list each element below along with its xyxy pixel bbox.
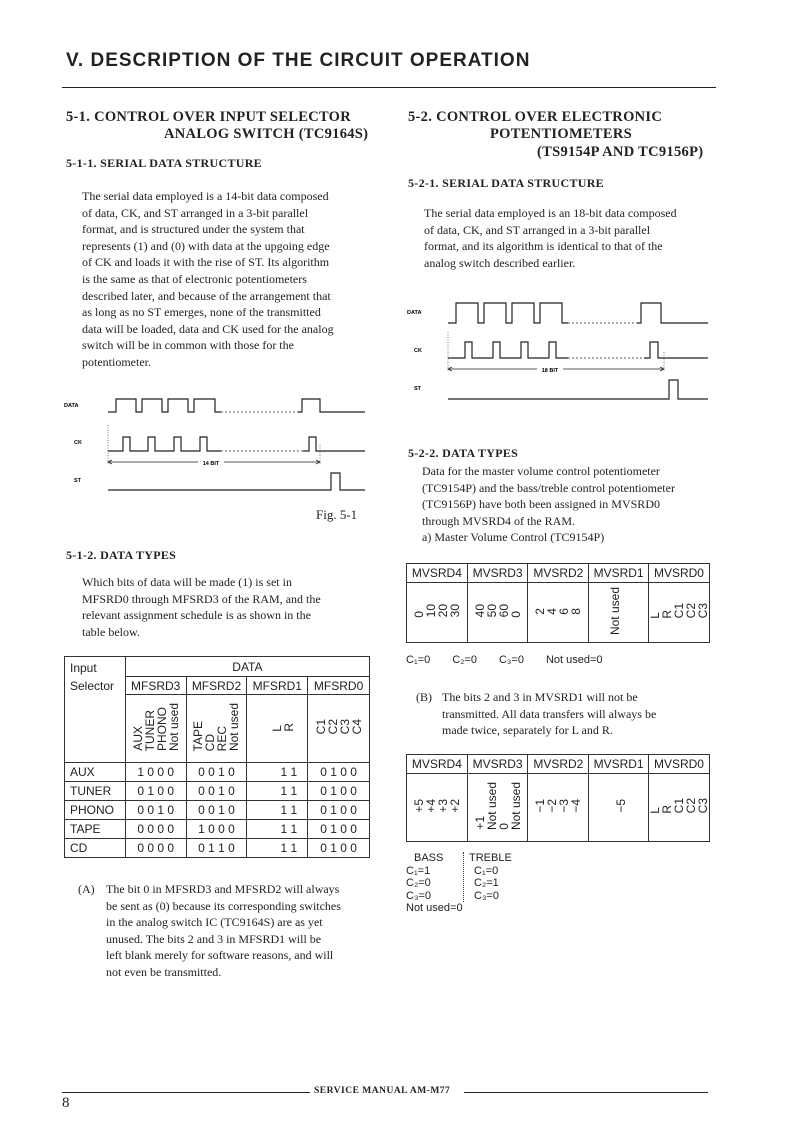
subsection-5-1-2-heading: 5-1-2. DATA TYPES (66, 548, 177, 562)
table-row: TUNER 0 1 0 0 0 0 1 0 1 1 0 1 0 0 (65, 782, 370, 801)
timing-data-waveform (448, 303, 568, 323)
vlabels-mvsrd2: −1 −2 −3 −4 (528, 774, 589, 842)
col-mvsrd1: MVSRD1 (589, 564, 649, 583)
col-mvsrd2: MVSRD2 (528, 564, 589, 583)
timing-data-waveform (108, 399, 221, 412)
timing-ck-label: CK (414, 348, 422, 354)
para-5-2-1: The serial data employed is an 18-bit data composed of data, CK, and ST arranged in a 3-bit parallel format, and its algorithm is identical to that of the analog switch described earlier. (424, 206, 677, 270)
vlabels-mvsrd2: 2 4 6 8 (528, 583, 589, 643)
vlabels-mvsrd4: +5 +4 +3 +2 (407, 774, 468, 842)
timing-18bit-label: 18 BIT (541, 368, 559, 374)
subsection-5-1-1-heading: 5-1-1. SERIAL DATA STRUCTURE (66, 156, 262, 170)
note-b: The bits 2 and 3 in MVSRD1 will not be transmitted. All data transfers will always be made twice, separately for L and R. (442, 690, 657, 738)
section-5-2-heading-line2: POTENTIOMETERS (490, 126, 632, 142)
timing-st-label: ST (414, 386, 422, 392)
timing-data-label: DATA (407, 310, 422, 316)
timing-ck-waveform (448, 342, 568, 358)
section-5-2-heading-line3: (TS9154P AND TC9156P) (537, 144, 704, 160)
footer-manual-title: SERVICE MANUAL AM-M77 (314, 1086, 451, 1096)
section-5-1-heading-line1: 5-1. CONTROL OVER INPUT SELECTOR (66, 109, 352, 125)
vlabels-mvsrd3: +1 Not used 0 Not used (467, 774, 528, 842)
timing-ck-label: CK (74, 440, 82, 446)
vlabels-mvsrd1: −5 (589, 774, 649, 842)
col-mvsrd0: MVSRD0 (648, 564, 709, 583)
col-mvsrd2: MVSRD2 (528, 755, 589, 774)
col-mvsrd1: MVSRD1 (589, 755, 649, 774)
timing-diagram-18bit (402, 292, 722, 407)
subsection-5-2-2-heading: 5-2-2. DATA TYPES (408, 446, 519, 460)
col-mvsrd3: MVSRD3 (467, 755, 528, 774)
vlabels-mfsrd3: AUX TUNER PHONO Not used (125, 695, 186, 763)
input-selector-data-table (64, 656, 370, 858)
vlabels-mvsrd4: 0 10 20 30 (407, 583, 468, 643)
timing-st-waveform (108, 473, 365, 490)
timing-14bit-label: 14 BIT (202, 461, 220, 467)
note-a-label: (A) (78, 882, 95, 896)
timing-ck-waveform (108, 437, 221, 451)
legend-master-volume: C₁=0 C₂=0 C₃=0 Not used=0 (406, 654, 603, 666)
vlabels-mvsrd1: Not used (589, 583, 649, 643)
section-5-1-heading-line2: ANALOG SWITCH (TC9164S) (164, 126, 369, 142)
col-mfsrd3: MFSRD3 (125, 677, 186, 695)
timing-diagram-14bit (58, 385, 378, 500)
col-mvsrd3: MVSRD3 (467, 564, 528, 583)
subsection-5-2-1-heading: 5-2-1. SERIAL DATA STRUCTURE (408, 176, 604, 190)
title-rule (62, 87, 716, 88)
bass-treble-data-table (406, 754, 710, 842)
table-row: CD 0 0 0 0 0 1 1 0 1 1 0 1 0 0 (65, 839, 370, 858)
para-5-1-1: The serial data employed is a 14-bit data composed of data, CK, and ST arranged in a 3-bit parallel format, and is structured under the system that represents (1) and (0) with data at the upgoing edge of CK and loads it with the rise of ST. Its algorithm is the same as that of electronic potentiometers described later, and because of the arrangement that as long as no ST emerges, none of the transmitted data will be loaded, data and CK used for the analog switch will be in common with those for the potentiometer. (82, 189, 334, 369)
col-mfsrd1: MFSRD1 (247, 677, 308, 695)
page-number: 8 (62, 1095, 70, 1111)
vlabels-mvsrd0: L R C1 C2 C3 (648, 774, 709, 842)
col-mvsrd0: MVSRD0 (648, 755, 709, 774)
data-header: DATA (125, 657, 369, 677)
table-row: AUX 1 0 0 0 0 0 1 0 1 1 0 1 0 0 (65, 763, 370, 782)
vlabels-mvsrd0: L R C1 C2 C3 (648, 583, 709, 643)
table-row: TAPE 0 0 0 0 1 0 0 0 1 1 0 1 0 0 (65, 820, 370, 839)
col-mfsrd0: MFSRD0 (308, 677, 370, 695)
page-title: V. DESCRIPTION OF THE CIRCUIT OPERATION (66, 50, 531, 71)
table-row: PHONO 0 0 1 0 0 0 1 0 1 1 0 1 0 0 (65, 801, 370, 820)
note-b-label: (B) (416, 690, 432, 704)
vlabels-mvsrd3: 40 50 60 0 (467, 583, 528, 643)
section-5-2-heading-line1: 5-2. CONTROL OVER ELECTRONIC (408, 109, 663, 125)
fig-5-1-caption: Fig. 5-1 (316, 507, 358, 522)
footer-rule-left (62, 1092, 310, 1093)
vlabels-mfsrd0: C1 C2 C3 C4 (308, 695, 370, 763)
input-selector-header: Input Selector (65, 657, 126, 695)
timing-st-label: ST (74, 478, 82, 484)
vlabels-mfsrd2: TAPE CD REC Not used (186, 695, 247, 763)
col-mvsrd4: MVSRD4 (407, 564, 468, 583)
timing-st-waveform (448, 380, 708, 399)
master-volume-data-table (406, 563, 710, 643)
para-5-1-2: Which bits of data will be made (1) is set in MFSRD0 through MFSRD3 of the RAM, and the relevant assignment schedule is as shown in the table below. (82, 575, 321, 639)
legend-bass-treble: BASS C₁=1 C₂=0 C₃=0 TREBLE C₁=0 C₂=1 C₃=0 Not used=0 (406, 852, 512, 914)
col-mfsrd2: MFSRD2 (186, 677, 247, 695)
vlabels-mfsrd1: L R (247, 695, 308, 763)
timing-data-label: DATA (64, 403, 79, 409)
note-a: The bit 0 in MFSRD3 and MFSRD2 will always be sent as (0) because its corresponding switches in the analog switch IC (TC9164S) are as yet unused. The bits 2 and 3 in MFSRD1 will be left blank merely for software reasons, and will not even be transmitted. (106, 882, 341, 979)
col-mvsrd4: MVSRD4 (407, 755, 468, 774)
para-5-2-2: Data for the master volume control potentiometer (TC9154P) and the bass/treble control potentiometer (TC9156P) have both been assigned in MVSRD0 through MVSRD4 of the RAM. a) Master Volume Control (TC9154P) (422, 464, 675, 545)
footer-rule-right (464, 1092, 708, 1093)
